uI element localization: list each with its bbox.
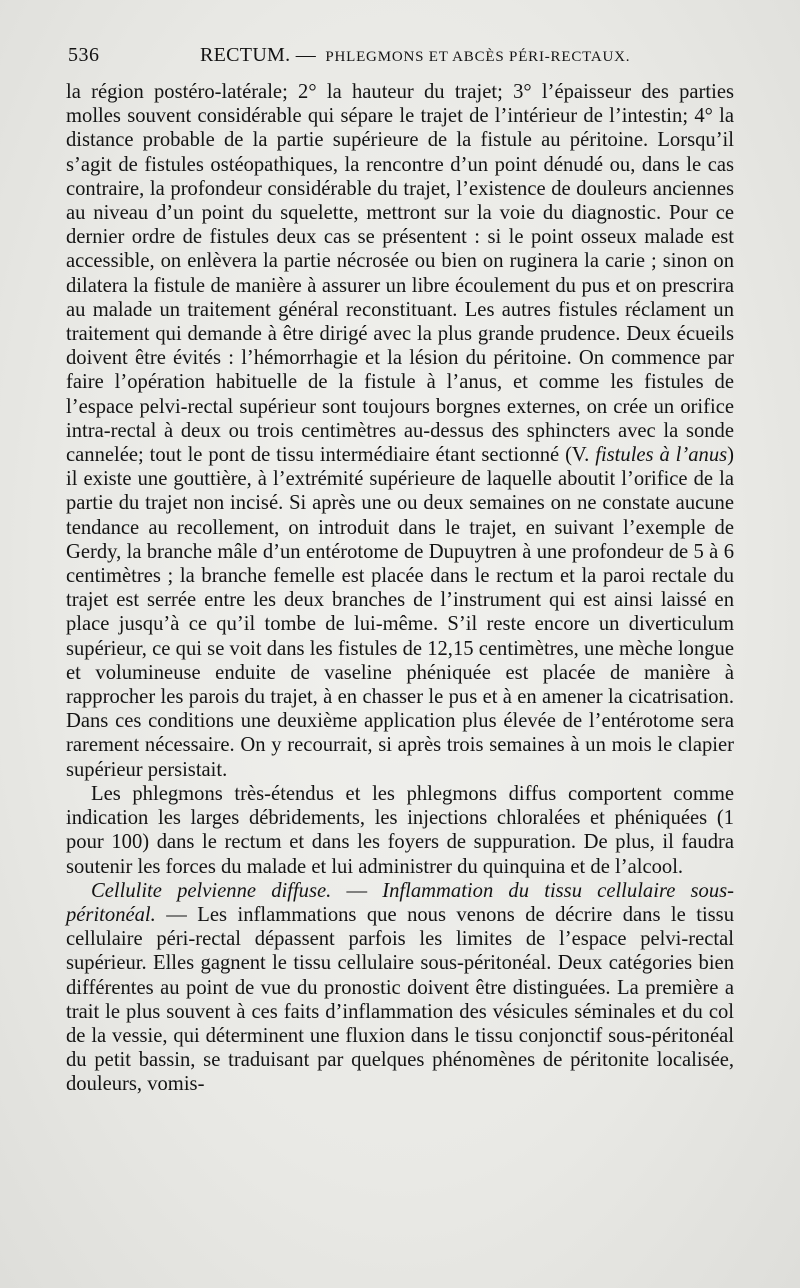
running-title	[200, 44, 630, 67]
paragraph-phlegmons: Les phlegmons très-étendus et les phlegmons diffus comportent comme indication les larges débridements, les injections chloralées et phéniquées (1 pour 100) dans le rectum et dans les foyers de suppuration. De plus, il faudra soutenir les forces du malade et lui administrer du quinquina et de l’alcool.	[66, 782, 734, 878]
body-text	[66, 80, 734, 1097]
cross-reference: fistules à l’anus	[595, 444, 728, 467]
section-title: PHLEGMONS ET ABCÈS PÉRI-RECTAUX.	[325, 49, 631, 65]
paragraph-treatment	[66, 80, 734, 782]
paragraph-cellulite	[66, 879, 734, 1097]
section-heading-cellulite: Cellulite pelvienne diffuse.	[91, 879, 332, 902]
chapter-title: RECTUM.	[200, 44, 291, 66]
title-separator: —	[290, 44, 322, 66]
paragraph-treatment-text: la région postéro-latérale; 2° la hauteur du trajet; 3° l’épaisseur des parties molles souvent considérable qui sépare le trajet de l’intérieur de l’intestin; 4° la distance probable de la partie supérieure de la fistule au péritoine. Lorsqu’il s’agit de fistules ostéopathiques, la rencontre d’un point dénudé ou, dans le cas contraire, la profondeur considérable du trajet, l’existence de douleurs anciennes au niveau d’un point du squelette, mettront sur la voie du diagnostic. Pour ce dernier ordre de fistules deux cas se présentent : si le point osseux malade est accessible, on enlèvera la partie nécrosée ou bien on ruginera la carie ; sinon on dilatera la fistule de manière à assurer un libre écoulement du pus et on prescrira au malade un traitement général reconstituant. Les autres fistules réclament un traitement qui demande à être dirigé avec la plus grande prudence. Deux écueils doivent être évités : l’hémorrhagie et la lésion du péritoine. On commence par faire l’opération habituelle de la fistule à l’anus, et comme les fistules de l’espace pelvi-rectal supérieur sont toujours borgnes externes, on crée un orifice intra-rectal à deux ou trois centimètres au-dessus des sphincters avec la sonde cannelée; tout le pont de tissu intermédiaire étant sectionné (V.	[66, 81, 734, 467]
heading-dash: —	[331, 879, 383, 902]
running-header	[68, 44, 730, 76]
paragraph-cellulite-text: — Les inflammations que nous venons de décrire dans le tissu cellulaire péri-rectal dépassent parfois les limites de l’espace pelvi-rectal supérieur. Elles gagnent le tissu cellulaire sous-péritonéal. Deux catégories bien différentes au point de vue du pronostic doivent être distinguées. La première a trait le plus souvent à ces faits d’inflammation des vésicules séminales et du col de la vessie, qui déterminent une fluxion dans le tissu conjonctif sous-péritonéal du petit bassin, se traduisant par quelques phénomènes de péritonite localisée, douleurs, vomis-	[66, 903, 734, 1096]
paragraph-treatment-continued: ) il existe une gouttière, à l’extrémité supérieure de laquelle aboutit l’orifice de la partie du trajet non incisé. Si après une ou deux semaines on ne constate aucune tendance au recollement, on introduit dans le trajet, en suivant l’exemple de Gerdy, la branche mâle d’un entérotome de Dupuytren à une profondeur de 5 à 6 centimètres ; la branche femelle est placée dans le rectum et la paroi rectale du trajet est serrée entre les deux branches de l’instrument qui est ainsi laissé en place jusqu’à ce qu’il tombe de lui-même. S’il reste encore un diverticulum supérieur, ce qui se voit dans les fistules de 12,15 centimètres, une mèche longue et volumineuse enduite de vaseline phéniquée est placée de manière à rapprocher les parois du trajet, à en chasser le pus et à en amener la cicatrisation. Dans ces conditions une deuxième application plus élevée de l’entérotome sera rarement nécessaire. On y recourrait, si après trois semaines à un mois le clapier supérieur persistait.	[66, 444, 735, 781]
page-number: 536	[68, 44, 100, 66]
section-subheading-inflammation: Inflammation du tissu cellulaire sous-péritonéal.	[66, 879, 735, 926]
